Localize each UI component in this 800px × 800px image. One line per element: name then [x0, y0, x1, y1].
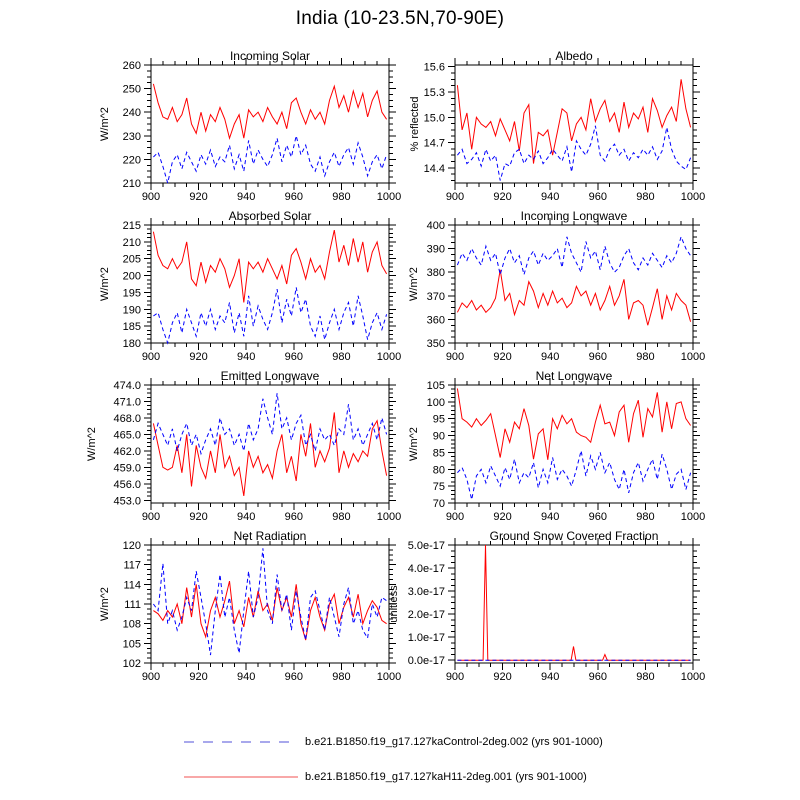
x-tick-label: 960: [284, 671, 303, 683]
chart-title-incoming-longwave: Incoming Longwave: [520, 209, 628, 223]
y-tick-label: 14.7: [423, 137, 445, 150]
legend-solid-line-swatch: [184, 776, 298, 778]
x-tick-label: 920: [189, 191, 208, 203]
y-tick-label: 390: [426, 243, 445, 256]
series-line-control: [153, 548, 386, 655]
chart-title-albedo: Albedo: [555, 49, 593, 63]
series-line-control: [457, 237, 690, 275]
x-tick-label: 960: [284, 351, 303, 363]
axis-frame: [448, 218, 700, 350]
y-tick-label: 111: [124, 599, 141, 611]
y-tick-label: 15.3: [423, 86, 445, 99]
x-tick-label: 1000: [680, 191, 706, 203]
plot-border: [455, 545, 693, 663]
x-tick-label: 920: [189, 671, 208, 683]
chart-ylabel-incoming-longwave: W/m^2: [408, 267, 420, 301]
x-tick-label: 940: [541, 351, 560, 363]
x-tick-label: 940: [541, 191, 560, 203]
x-tick-label: 980: [636, 511, 655, 523]
chart-ylabel-net-longwave: W/m^2: [408, 427, 420, 461]
chart-ylabel-ground-snow-fraction: unitless: [388, 585, 400, 623]
x-tick-label: 940: [541, 511, 560, 523]
chart-ylabel-emitted-longwave: W/m^2: [86, 427, 98, 461]
x-tick-label: 900: [141, 511, 161, 523]
chart-title-emitted-longwave: Emitted Longwave: [220, 369, 320, 383]
series-line-control: [153, 136, 386, 183]
y-tick-label: 14.4: [423, 162, 445, 175]
subplot-incoming-solar: [87, 49, 407, 209]
y-tick-label: 474.0: [113, 380, 141, 392]
x-tick-label: 980: [636, 351, 655, 363]
y-tick-label: 215: [122, 220, 141, 232]
y-tick-label: 108: [122, 618, 141, 631]
axis-frame: [144, 218, 396, 350]
x-tick-label: 980: [636, 671, 655, 683]
y-tick-label: 105: [122, 638, 141, 651]
y-tick-label: 462.0: [113, 445, 141, 458]
chart-canvas-incoming-longwave: [391, 215, 711, 369]
x-tick-label: 920: [493, 191, 512, 203]
series-line-h11: [153, 84, 386, 138]
y-tick-label: 95: [432, 413, 445, 426]
plot-border: [151, 545, 389, 663]
chart-ylabel-incoming-solar: W/m^2: [99, 107, 111, 141]
y-tick-label: 102: [122, 658, 141, 670]
y-tick-label: 105: [426, 380, 445, 392]
x-tick-label: 940: [541, 671, 560, 683]
y-tick-label: 100: [426, 396, 445, 409]
y-tick-label: 5.0e-17: [407, 540, 445, 552]
series-line-control: [153, 393, 386, 453]
plot-border: [455, 385, 693, 503]
y-tick-label: 2.0e-17: [407, 609, 445, 622]
x-tick-label: 920: [189, 511, 208, 523]
x-tick-label: 940: [237, 351, 256, 363]
x-tick-label: 900: [141, 671, 161, 683]
x-tick-label: 920: [189, 351, 208, 363]
chart-ylabel-net-radiation: W/m^2: [99, 587, 111, 621]
x-tick-label: 940: [237, 191, 256, 203]
series-line-h11: [457, 545, 690, 660]
y-tick-label: 210: [122, 236, 141, 249]
subplot-albedo: [391, 49, 711, 209]
x-tick-label: 900: [141, 191, 161, 203]
x-tick-label: 960: [284, 191, 303, 203]
x-tick-label: 960: [588, 191, 607, 203]
y-tick-label: 80: [432, 464, 445, 477]
x-tick-label: 980: [332, 671, 351, 683]
y-tick-label: 370: [426, 290, 445, 303]
axis-frame: [144, 58, 396, 190]
subplot-emitted-longwave: [86, 369, 407, 529]
y-tick-label: 380: [426, 267, 445, 280]
x-tick-label: 940: [237, 671, 256, 683]
x-tick-label: 920: [493, 511, 512, 523]
x-tick-label: 1000: [376, 671, 402, 683]
series-line-control: [457, 451, 690, 500]
x-tick-label: 1000: [680, 671, 706, 683]
chart-canvas-albedo: [391, 55, 711, 209]
y-tick-label: 220: [122, 154, 141, 167]
x-tick-label: 900: [141, 351, 161, 363]
y-tick-label: 400: [426, 220, 445, 232]
legend-label-control: b.e21.B1850.f19_g17.127kaControl-2deg.002 (yrs 901-1000): [305, 736, 603, 748]
axis-frame: [448, 378, 700, 510]
y-tick-label: 205: [122, 253, 141, 266]
subplot-absorbed-solar: [87, 209, 407, 369]
y-tick-label: 0.0e-17: [407, 655, 445, 668]
x-tick-label: 900: [445, 351, 465, 363]
x-tick-label: 980: [332, 191, 351, 203]
legend-entry-h11: [184, 770, 644, 784]
chart-canvas-net-longwave: [391, 375, 711, 529]
y-tick-label: 360: [426, 314, 445, 327]
y-tick-label: 260: [122, 60, 141, 72]
y-tick-label: 465.0: [113, 429, 141, 442]
x-tick-label: 900: [445, 191, 465, 203]
series-line-h11: [153, 230, 386, 302]
y-tick-label: 459.0: [113, 462, 141, 475]
chart-title-absorbed-solar: Absorbed Solar: [228, 209, 312, 223]
y-tick-label: 471.0: [113, 396, 141, 409]
axis-frame: [448, 58, 700, 190]
y-tick-label: 90: [432, 430, 445, 443]
page-title: India (10-23.5N,70-90E): [295, 8, 505, 29]
y-tick-label: 85: [432, 447, 445, 460]
x-tick-label: 920: [493, 671, 512, 683]
x-tick-label: 900: [445, 671, 465, 683]
plot-border: [455, 225, 693, 343]
y-tick-label: 70: [432, 498, 445, 510]
subplot-net-longwave: [391, 369, 711, 529]
series-line-h11: [457, 270, 690, 326]
y-tick-label: 210: [122, 178, 141, 190]
y-tick-label: 180: [122, 338, 141, 350]
series-line-h11: [457, 388, 690, 459]
x-tick-label: 1000: [376, 191, 402, 203]
x-tick-label: 980: [332, 351, 351, 363]
y-tick-label: 468.0: [113, 412, 141, 425]
subplot-ground-snow-fraction: [388, 529, 711, 689]
legend-entry-control: [184, 735, 644, 749]
series-line-h11: [153, 581, 386, 640]
plot-border: [151, 385, 389, 503]
axis-frame: [144, 538, 396, 670]
x-tick-label: 960: [588, 351, 607, 363]
y-tick-label: 190: [122, 304, 141, 317]
chart-canvas-absorbed-solar: [87, 215, 407, 369]
chart-ylabel-albedo: % reflected: [409, 96, 421, 152]
chart-ylabel-absorbed-solar: W/m^2: [99, 267, 111, 301]
y-tick-label: 4.0e-17: [407, 563, 445, 576]
y-tick-label: 200: [122, 270, 141, 283]
x-tick-label: 1000: [680, 351, 706, 363]
x-tick-label: 900: [445, 511, 465, 523]
y-tick-label: 75: [432, 481, 445, 494]
x-tick-label: 1000: [376, 351, 402, 363]
y-tick-label: 453.0: [113, 495, 141, 508]
x-tick-label: 1000: [680, 511, 706, 523]
axis-frame: [144, 378, 396, 510]
x-tick-label: 960: [588, 511, 607, 523]
x-tick-label: 960: [284, 511, 303, 523]
x-tick-label: 920: [493, 351, 512, 363]
x-tick-label: 980: [332, 511, 351, 523]
y-tick-label: 120: [122, 540, 141, 552]
chart-canvas-incoming-solar: [87, 55, 407, 209]
y-tick-label: 3.0e-17: [407, 586, 445, 599]
y-tick-label: 240: [122, 107, 141, 120]
chart-canvas-net-radiation: [87, 535, 407, 689]
y-tick-label: 185: [122, 321, 141, 334]
subplot-net-radiation: [87, 529, 407, 689]
x-tick-label: 940: [237, 511, 256, 523]
x-tick-label: 1000: [376, 511, 402, 523]
plot-border: [455, 65, 693, 183]
y-tick-label: 114: [123, 579, 141, 592]
legend-label-h11: b.e21.B1850.f19_g17.127kaH11-2deg.001 (yrs 901-1000): [305, 771, 587, 783]
y-tick-label: 250: [122, 83, 141, 96]
y-tick-label: 195: [122, 287, 141, 300]
y-tick-label: 1.0e-17: [407, 632, 445, 645]
x-tick-label: 980: [636, 191, 655, 203]
y-tick-label: 230: [122, 130, 141, 143]
subplot-incoming-longwave: [391, 209, 711, 369]
y-tick-label: 117: [123, 559, 141, 572]
series-line-h11: [457, 79, 690, 163]
chart-title-net-longwave: Net Longwave: [535, 369, 613, 383]
y-tick-label: 456.0: [113, 478, 141, 491]
chart-title-net-radiation: Net Radiation: [233, 529, 307, 543]
y-tick-label: 350: [426, 338, 445, 350]
x-tick-label: 960: [588, 671, 607, 683]
chart-canvas-emitted-longwave: [87, 375, 407, 529]
legend-dashed-line-swatch: [184, 741, 298, 743]
series-line-control: [153, 287, 386, 343]
chart-title-ground-snow-fraction: Ground Snow Covered Fraction: [489, 529, 659, 543]
y-tick-label: 15.6: [423, 61, 445, 74]
chart-canvas-ground-snow-fraction: [391, 535, 711, 689]
chart-title-incoming-solar: Incoming Solar: [229, 49, 311, 63]
y-tick-label: 15.0: [423, 112, 445, 125]
